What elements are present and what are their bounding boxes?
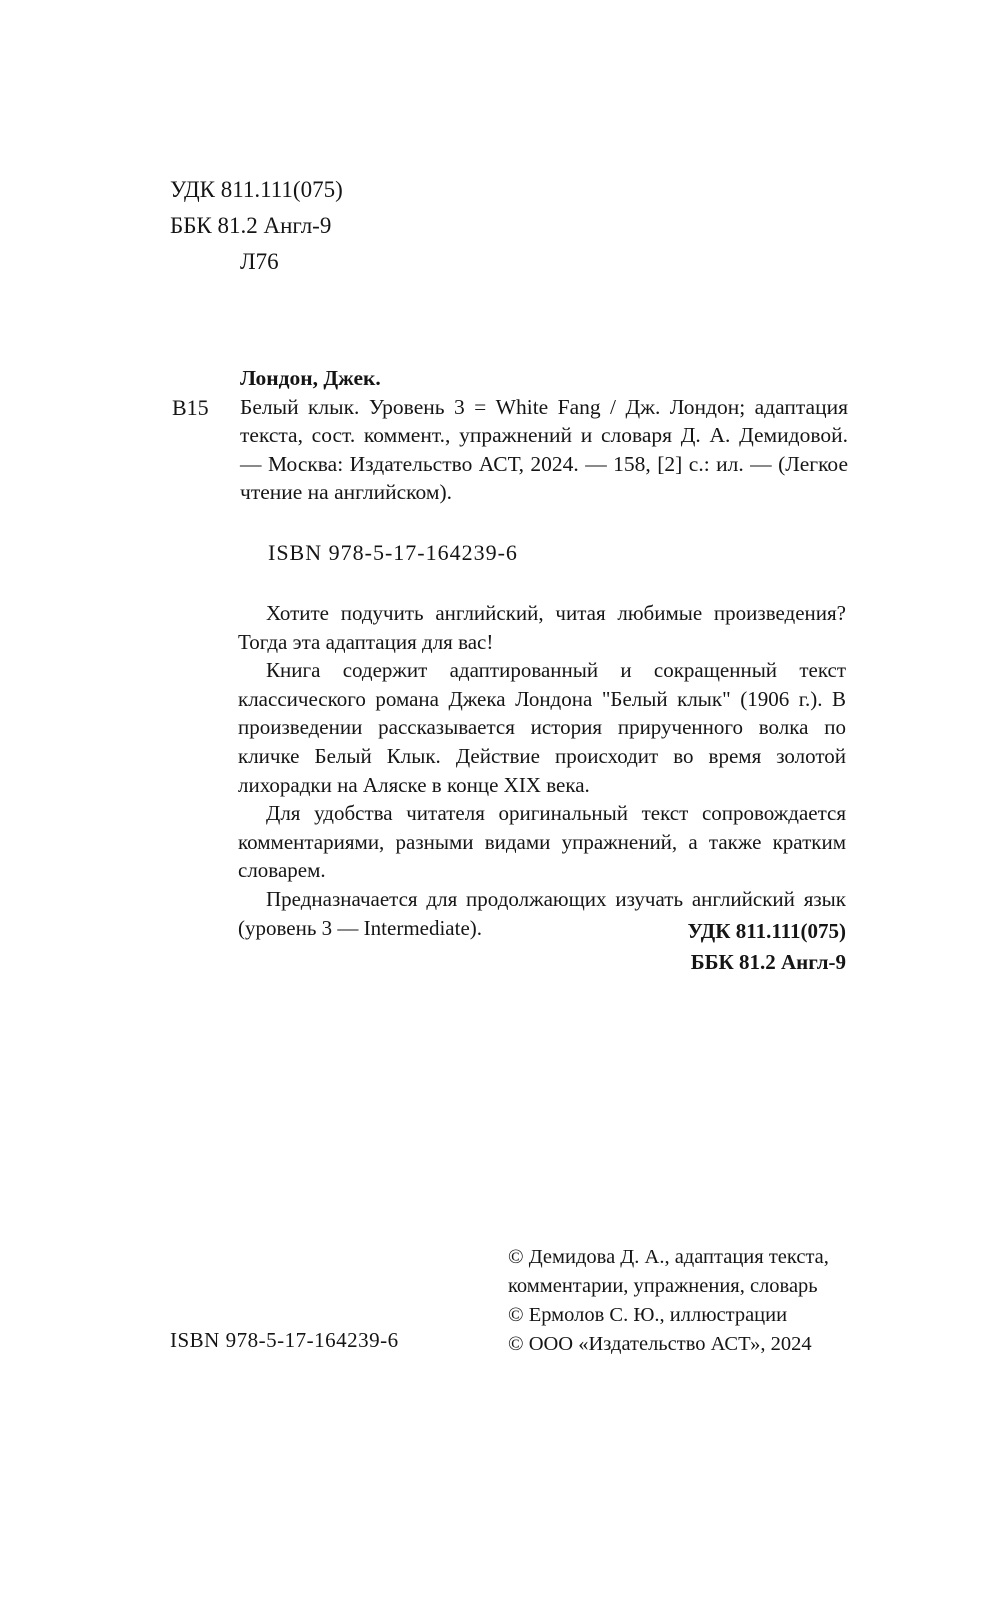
catalog-margin-code: В15 <box>172 395 209 420</box>
copyright-line: комментарии, упражнения, словарь <box>508 1275 818 1297</box>
copyright-line: © Ермолов С. Ю., иллюстрации <box>508 1304 788 1326</box>
catalog-description: Белый клык. Уровень 3 = White Fang / Дж. Лондон; адаптация текста, сост. коммент., упражнений и словаря Д. А. Демидовой. — Москва: Издательство АСТ, 2024. — 158, [2] с.: ил. — (Легкое чтение на английском). <box>240 394 848 504</box>
bottom-codes-block <box>238 916 846 978</box>
copyright-line: © Демидова Д. А., адаптация текста, <box>508 1246 829 1268</box>
copyright-block <box>508 1243 829 1359</box>
isbn-bottom: ISBN 978-5-17-164239-6 <box>170 1328 399 1352</box>
top-codes-block <box>170 172 343 280</box>
annotation-paragraph: Хотите подучить английский, читая любимые произведения? Тогда эта адаптация для вас! <box>238 601 846 654</box>
annotation-paragraph: Для удобства читателя оригинальный текст сопровождается комментариями, разными видами упражнений, а также кратким словарем. <box>238 801 846 883</box>
annotation-paragraph: Предназначается для продолжающих изучать английский язык (уровень 3 — Intermediate). <box>238 886 846 940</box>
annotation-block <box>238 599 846 942</box>
udk-bottom: УДК 811.111(075) <box>687 919 846 943</box>
copyright-line: © ООО «Издательство АСТ», 2024 <box>508 1333 812 1355</box>
isbn-top: ISBN 978-5-17-164239-6 <box>268 540 518 565</box>
bbk-top: ББК 81.2 Англ-9 <box>170 213 332 238</box>
udk-top: УДК 811.111(075) <box>170 177 343 202</box>
catalog-author: Лондон, Джек. <box>240 366 381 390</box>
author-sign: Л76 <box>240 249 279 274</box>
annotation-paragraph: Книга содержит адаптированный и сокращенный текст классического романа Джека Лондона "Белый клык" (1906 г.). В произведении рассказывается история прирученного волка по кличке Белый Клык. Действие происходит во время золотой лихорадки на Аляске в конце XIX века. <box>238 658 846 797</box>
catalog-card <box>240 364 848 507</box>
bbk-bottom: ББК 81.2 Англ-9 <box>690 950 846 974</box>
